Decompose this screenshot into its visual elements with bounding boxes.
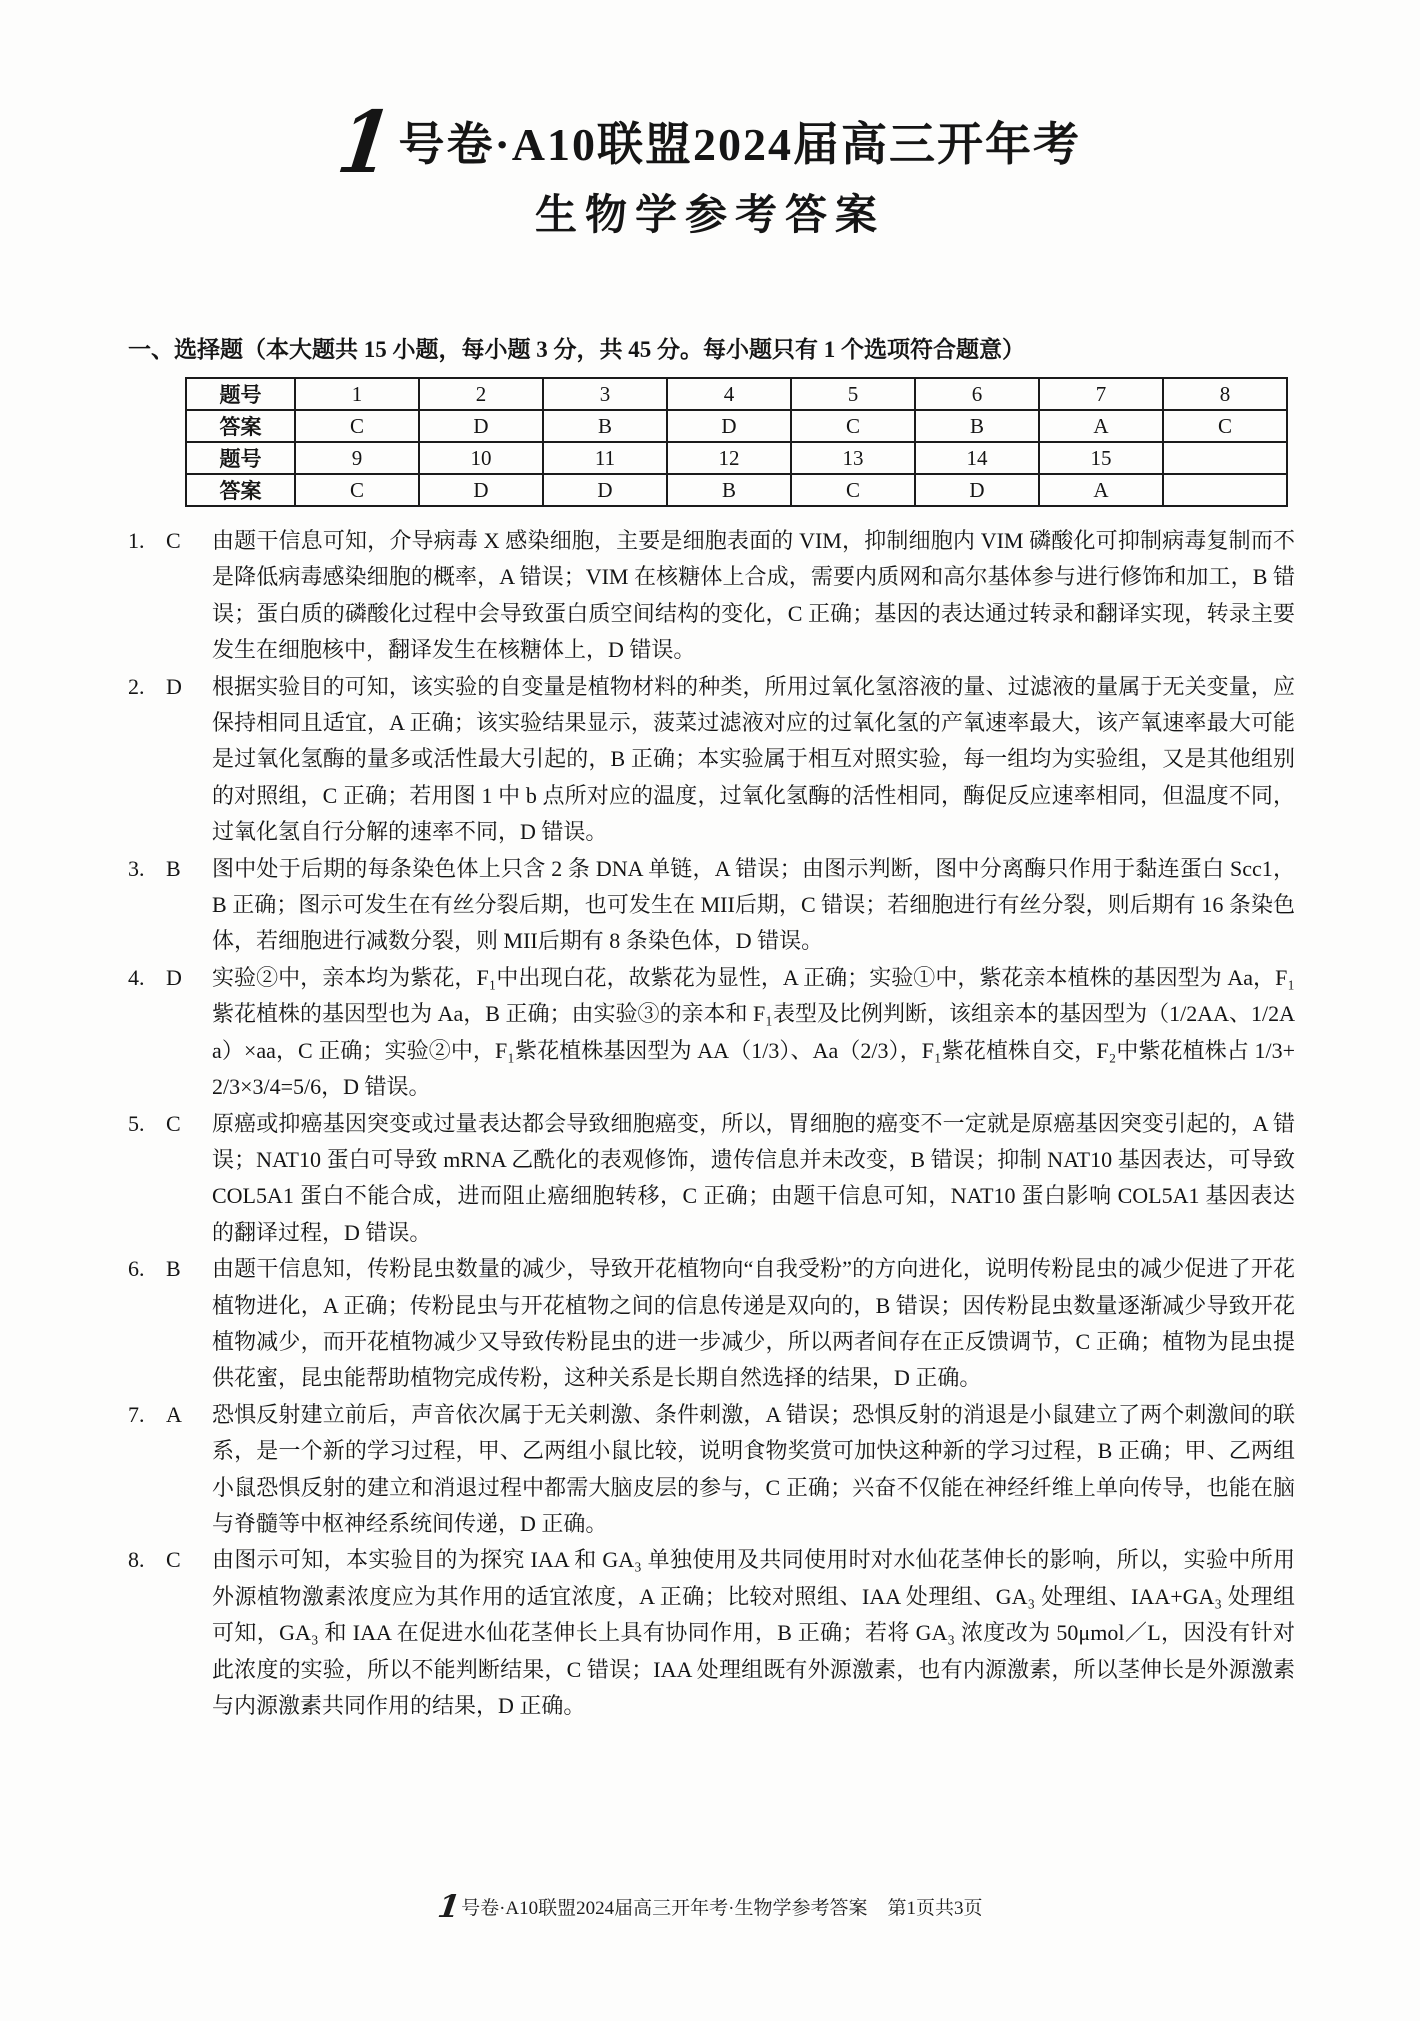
explanation-item (128, 1542, 1295, 1724)
explanation-item (128, 1251, 1295, 1397)
explanation-text: 原癌或抑癌基因突变或过量表达都会导致细胞癌变，所以，胃细胞的癌变不一定就是原癌基因突变引起的，A 错误；NAT10 蛋白可导致 mRNA 乙酰化的表观修饰，遗传信息并未改变，B 错误；抑制 NAT10 基因表达，可导致 COL5A1 蛋白不能合成，进而阻止癌细胞转移，C 正确；由题干信息可知，NAT10 蛋白影响 COL5A1 基因表达的翻译过程，D 错误。 (212, 1110, 1295, 1245)
answer-table-row (186, 442, 1287, 474)
answer-cell: D (667, 410, 791, 442)
explanation-label (128, 1251, 212, 1397)
question-number-cell: 10 (419, 442, 543, 474)
explanation-label (128, 1542, 212, 1724)
header (0, 0, 1420, 242)
answer-cell: A (1039, 474, 1163, 506)
question-answer-letter: C (166, 1110, 181, 1136)
question-number: 7. (128, 1401, 145, 1427)
answer-cell: D (543, 474, 667, 506)
answer-cell: D (915, 474, 1039, 506)
explanation-text: 恐惧反射建立前后，声音依次属于无关刺激、条件刺激，A 错误；恐惧反射的消退是小鼠建立了两个刺激间的联系，是一个新的学习过程，甲、乙两组小鼠比较，说明食物奖赏可加快这种新的学习过程，B 正确；甲、乙两组小鼠恐惧反射的建立和消退过程中都需大脑皮层的参与，C 正确；兴奋不仅能在神经纤维上单向传导，也能在脑与脊髓等中枢神经系统间传递，D 正确。 (212, 1401, 1295, 1536)
main-content (128, 334, 1295, 1724)
question-number-cell: 12 (667, 442, 791, 474)
answer-cell: B (667, 474, 791, 506)
answer-table (185, 377, 1288, 507)
section-heading: 一、选择题（本大题共 15 小题，每小题 3 分，共 45 分。每小题只有 1 个选项符合题意） (128, 337, 1025, 362)
explanation-label (128, 1106, 212, 1252)
explanation-text: 由题干信息知，传粉昆虫数量的减少，导致开花植物向“自我受粉”的方向进化，说明传粉昆虫的减少促进了开花植物进化，A 正确；传粉昆虫与开花植物之间的信息传递是双向的，B 错误；因传粉昆虫数量逐渐减少导致开花植物减少，而开花植物减少又导致传粉昆虫的进一步减少，所以两者间存在正反馈调节，C 正确；植物为昆虫提供花蜜，昆虫能帮助植物完成传粉，这种关系是长期自然选择的结果，D 正确。 (212, 1256, 1295, 1391)
page-subtitle: 生物学参考答案 (534, 193, 885, 239)
question-number-cell: 4 (667, 378, 791, 410)
question-answer-letter: D (166, 964, 182, 990)
answer-cell: C (295, 474, 419, 506)
question-number-cell: 6 (915, 378, 1039, 410)
explanation-item (128, 1106, 1295, 1252)
question-number-cell: 3 (543, 378, 667, 410)
question-answer-letter: D (166, 673, 182, 699)
question-answer-letter: C (166, 1547, 181, 1573)
answer-table-row (186, 474, 1287, 506)
answer-cell: B (915, 410, 1039, 442)
row-label-cell: 答案 (186, 410, 295, 442)
answer-cell: C (791, 474, 915, 506)
explanation-item (128, 669, 1295, 851)
explanation-item (128, 960, 1295, 1106)
explanation-label (128, 1397, 212, 1543)
explanation-item (128, 523, 1295, 669)
question-number-cell: 13 (791, 442, 915, 474)
explanation-label (128, 851, 212, 960)
question-number-cell (1163, 442, 1287, 474)
question-answer-letter: A (166, 1401, 182, 1427)
explanation-text: 由图示可知，本实验目的为探究 IAA 和 GA₃ 单独使用及共同使用时对水仙花茎伸长的影响，所以，实验中所用外源植物激素浓度应为其作用的适宜浓度，A 正确；比较对照组、IAA 处理组、GA₃ 处理组、IAA+GA₃ 处理组可知，GA₃ 和 IAA 在促进水仙花茎伸长上具有协同作用，B 正确；若将 GA₃ 浓度改为 50μmol／L，因没有针对此浓度的实验，所以不能判断结果，C 错误；IAA 处理组既有外源激素，也有内源激素，所以茎伸长是外源激素与内源激素共同作用的结果，D 正确。 (212, 1547, 1295, 1718)
explanation-label (128, 960, 212, 1106)
row-label-cell: 题号 (186, 378, 295, 410)
answer-cell: C (791, 410, 915, 442)
explanation-text: 根据实验目的可知，该实验的自变量是植物材料的种类，所用过氧化氢溶液的量、过滤液的量属于无关变量，应保持相同且适宜，A 正确；该实验结果显示，菠菜过滤液对应的过氧化氢的产氧速率最大，该产氧速率最大可能是过氧化氢酶的量多或活性最大引起的，B 正确；本实验属于相互对照实验，每一组均为实验组，又是其他组别的对照组，C 正确；若用图 1 中 b 点所对应的温度，过氧化氢酶的活性相同，酶促反应速率相同，但温度不同，过氧化氢自行分解的速率不同，D 错误。 (212, 673, 1295, 845)
answer-cell: C (295, 410, 419, 442)
answer-cell: A (1039, 410, 1163, 442)
question-number: 5. (128, 1110, 145, 1136)
answer-table-body (186, 378, 1287, 506)
question-number-cell: 1 (295, 378, 419, 410)
page-footer: 1号卷·A10联盟2024届高三开年考·生物学参考答案 第1页共3页 (434, 1889, 983, 1925)
explanation-label (128, 523, 212, 669)
answer-cell: C (1163, 410, 1287, 442)
explanation-text: 实验②中，亲本均为紫花，F₁中出现白花，故紫花为显性，A 正确；实验①中，紫花亲本植株的基因型为 Aa，F₁紫花植株的基因型也为 Aa，B 正确；由实验③的亲本和 F₁表型及比例判断，该组亲本的基因型为（1/2AA、1/2Aa）×aa，C 正确；实验②中，F₁紫花植株基因型为 AA（1/3）、Aa（2/3），F₁紫花植株自交，F₂中紫花植株占 1/3+2/3×3/4=5/6，D 错误。 (212, 964, 1295, 1100)
question-number: 4. (128, 964, 145, 990)
question-number-cell: 8 (1163, 378, 1287, 410)
question-answer-letter: B (166, 1256, 181, 1282)
explanation-text: 图中处于后期的每条染色体上只含 2 条 DNA 单链，A 错误；由图示判断，图中分离酶只作用于黏连蛋白 Scc1，B 正确；图示可发生在有丝分裂后期，也可发生在 MII后期，C 错误；若细胞进行有丝分裂，则后期有 16 条染色体，若细胞进行减数分裂，则 MII后期有 8 条染色体，D 错误。 (212, 855, 1295, 954)
footer-page-number: 第1页共3页 (887, 1898, 983, 1919)
question-number-cell: 14 (915, 442, 1039, 474)
answer-table-row (186, 410, 1287, 442)
explanation-text: 由题干信息可知，介导病毒 X 感染细胞，主要是细胞表面的 VIM，抑制细胞内 VIM 磷酸化可抑制病毒复制而不是降低病毒感染细胞的概率，A 错误；VIM 在核糖体上合成，需要内质网和高尔基体参与进行修饰和加工，B 错误；蛋白质的磷酸化过程中会导致蛋白质空间结构的变化，C 正确；基因的表达通过转录和翻译实现，转录主要发生在细胞核中，翻译发生在核糖体上，D 错误。 (212, 528, 1295, 663)
answer-cell: D (419, 474, 543, 506)
page-title-text: 号卷·A10联盟2024届高三开年考 (398, 119, 1082, 170)
question-number: 8. (128, 1547, 145, 1573)
question-number: 6. (128, 1256, 145, 1282)
explanation-item (128, 1397, 1295, 1543)
explanation-label (128, 669, 212, 851)
row-label-cell: 题号 (186, 442, 295, 474)
question-number-cell: 5 (791, 378, 915, 410)
question-answer-letter: B (166, 855, 181, 881)
answer-cell: B (543, 410, 667, 442)
page-title: 1号卷·A10联盟2024届高三开年考 (332, 93, 1082, 193)
answer-cell: D (419, 410, 543, 442)
question-number-cell: 9 (295, 442, 419, 474)
question-number: 2. (128, 673, 145, 699)
question-number-cell: 7 (1039, 378, 1163, 410)
footer-text: 号卷·A10联盟2024届高三开年考·生物学参考答案 (461, 1898, 868, 1919)
question-number-cell: 15 (1039, 442, 1163, 474)
row-label-cell: 答案 (186, 474, 295, 506)
explanation-item (128, 851, 1295, 960)
question-number: 1. (128, 528, 145, 553)
question-answer-letter: C (166, 528, 181, 553)
question-number-cell: 2 (419, 378, 543, 410)
question-number-cell: 11 (543, 442, 667, 474)
answer-table-row (186, 378, 1287, 410)
answer-cell (1163, 474, 1287, 506)
explanations-list (128, 523, 1295, 1724)
question-number: 3. (128, 855, 145, 881)
